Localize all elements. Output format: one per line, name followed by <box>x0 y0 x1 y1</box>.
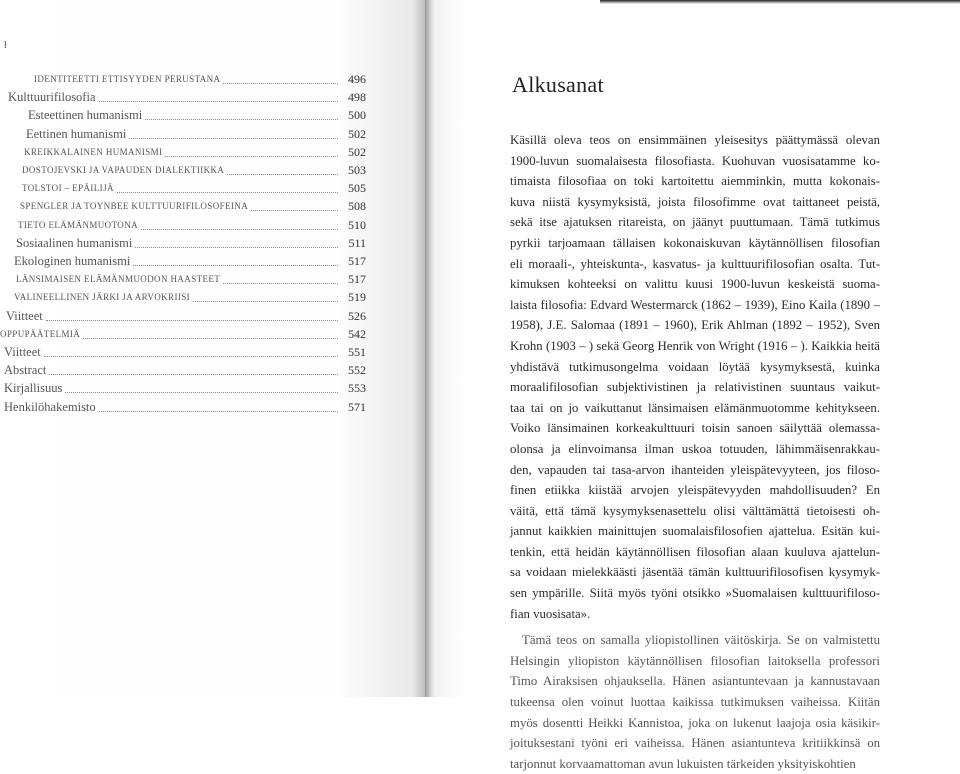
toc-entry <box>14 290 366 305</box>
text-line: laista filosofia: Edvard Westermarck (1862 – 1939), Eino Kaila (1890 – <box>510 297 880 312</box>
toc-entry-title: Kirjallisuus <box>4 381 63 396</box>
text-line: sa voidaan mielekkäästi jäsentää tämän kulttuurifilosofisen kysymyk- <box>510 565 880 580</box>
text-line: den, vapauden tai tasa-arvon ihanteiden yleispätevyyteen, jos filoso- <box>510 462 880 477</box>
toc-entry-title: SPENGLER JA TOYNBEE KULTTUURIFILOSOFEINA <box>20 201 249 212</box>
toc-entry <box>24 145 366 160</box>
toc-entry-page: 571 <box>348 399 366 414</box>
toc-entry-page: 500 <box>348 108 366 123</box>
toc-leader-dots <box>117 192 338 193</box>
toc-entry-page: 496 <box>348 72 366 86</box>
toc-entry <box>22 181 366 196</box>
text-line: taa tai on jo vaikuttanut länsimaisen elämänmuotomme kehitykseen. <box>510 400 880 415</box>
toc-entry-page: 551 <box>348 345 366 359</box>
toc-entry <box>28 108 366 123</box>
toc-entry-title: Kulttuurifilosofia <box>8 90 96 105</box>
paragraph <box>510 130 880 624</box>
text-line: jannut kaikkien mainittujen suomalaisfilosofien ajattelua. Esitän kui- <box>510 524 880 539</box>
toc-entry-title: Henkilöhakemisto <box>4 399 96 414</box>
toc-entry <box>14 254 366 269</box>
toc-entry-title: OPPUPÄÄTELMIÄ <box>0 328 81 339</box>
toc-entry <box>20 199 366 214</box>
toc-entry <box>4 381 366 396</box>
toc-entry-page: 552 <box>348 363 366 378</box>
toc-entry-title: Esteettinen humanismi <box>28 108 143 123</box>
paragraph <box>510 630 880 774</box>
toc-entry-title: Viitteet <box>6 308 43 323</box>
text-line: 1958), J.E. Salomaa (1891 – 1960), Erik Ahlman (1892 – 1952), Sven <box>510 318 880 333</box>
toc-entry-page: 502 <box>348 144 366 159</box>
toc-entry-page: 519 <box>348 290 366 305</box>
text-line: tarjonnut korvaamattoman avun lukuisten tärkeiden yksityiskohtien <box>510 756 856 771</box>
toc-entry-title: VALINEELLINEN JÄRKI JA ARVOKRIISI <box>14 292 191 303</box>
text-line: 1900-luvun suomalaisesta filosofiasta. Kuohuvan vuosisatamme ko- <box>510 153 880 168</box>
toc-entry-title: Eettinen humanismi <box>26 126 127 141</box>
text-line: pyrkii tarjoamaan tällaisen kokonaiskuvan käytännöllisen filosofian <box>510 235 880 250</box>
toc-entry-title: Abstract <box>4 363 47 378</box>
toc-leader-dots <box>135 247 338 248</box>
text-line: Tämä teos on samalla yliopistollinen väitöskirja. Se on valmistettu <box>522 633 880 648</box>
toc-entry-title: Viitteet <box>4 345 41 359</box>
toc-entry-title: IDENTITEETTI ETTISYYDEN PERUSTANA <box>34 74 221 84</box>
toc-entry <box>26 127 366 142</box>
toc-leader-dots <box>227 174 338 175</box>
toc-leader-dots <box>141 229 338 230</box>
text-line: olonsa ja elinvoimansa ilman uskoa totuuden, lähimmäisenrakkau- <box>510 441 880 456</box>
toc-entry-title: Sosiaalinen humanismi <box>16 235 133 250</box>
toc-leader-dots <box>44 356 338 357</box>
body-text <box>510 130 880 774</box>
toc-entry <box>0 327 366 342</box>
toc-leader-dots <box>65 392 338 393</box>
toc-entry-title: KREIKKALAINEN HUMANISMI <box>24 146 163 157</box>
toc-leader-dots <box>223 283 338 284</box>
toc-entry-title: TOLSTOI – EPÄILIJÄ <box>22 183 114 194</box>
toc-leader-dots <box>99 411 338 412</box>
text-line: finen etiikka kiistää arvojen yleispätevyyden mahdollisuuden? En <box>510 483 880 498</box>
text-line: kuva niistä kysymyksistä, joista filosofimme ovat taittaneet peistä, <box>510 194 880 209</box>
toc-entry-page: 510 <box>348 217 366 232</box>
toc-leader-dots <box>223 83 338 84</box>
toc-entry <box>22 163 366 178</box>
toc-leader-dots <box>165 156 338 157</box>
text-line: Helsingin yliopiston käytännöllisen filosofian laitoksella professori <box>510 653 880 668</box>
toc-entry-page: 505 <box>348 181 366 196</box>
margin-mark: ł <box>4 40 7 51</box>
text-line: tukeensa olen voinut luottaa kaikissa tutkimuksen vaiheissa. Kiitän <box>510 695 880 710</box>
text-line: Timo Airaksisen ohjauksella. Hänen asiantuntevaan ja kannustavaan <box>510 674 880 689</box>
toc-entry <box>4 345 366 360</box>
toc-leader-dots <box>46 320 338 321</box>
toc-leader-dots <box>251 210 338 211</box>
toc-entry <box>4 363 366 378</box>
text-line: väitä, että tämä kysymyksenasettelu olisi välttämättä tietoisesti oh- <box>510 503 880 518</box>
toc-leader-dots <box>129 138 338 139</box>
toc-entry-page: 503 <box>348 163 366 177</box>
book-gutter <box>425 0 435 697</box>
toc-entry-page: 542 <box>348 326 366 341</box>
text-line: yhdistävä tutkimusongelma voidaan löytää kysymyksestä, kuinka <box>510 359 880 374</box>
chapter-title: Alkusanat <box>512 72 604 97</box>
toc-entry-page: 553 <box>348 381 366 396</box>
toc-leader-dots <box>145 119 338 120</box>
toc-entry-page: 498 <box>348 90 366 105</box>
toc-entry <box>6 309 366 324</box>
text-line: eli moraali-, yhteiskunta-, kasvatus- ja kulttuurifilosofian osalta. Tut- <box>510 256 880 271</box>
toc-entry-page: 517 <box>348 272 366 287</box>
toc-entry-page: 508 <box>348 199 366 214</box>
text-line: fian vuosisata». <box>510 606 591 621</box>
toc-leader-dots <box>49 374 338 375</box>
text-line: tenkin, että heidän käytännöllisen filosofian alaan kuuluva ajattelun- <box>510 544 880 559</box>
text-line: sekä itse ajatuksen ritareista, on jäänyt puuttumaan. Tämä tutkimus <box>510 215 880 230</box>
text-line: myös dosentti Heikki Kannistoa, joka on lukenut laajoja osia käsikir- <box>510 715 880 730</box>
toc-entry-page: 502 <box>348 126 366 141</box>
toc-entry-page: 517 <box>348 254 366 268</box>
toc-entry <box>16 236 366 251</box>
toc-leader-dots <box>83 338 338 339</box>
text-line: kimuksen kohteeksi on valittu kuusi 1900-luvun keskeistä suoma- <box>510 277 880 292</box>
toc-entry-title: Ekologinen humanismi <box>14 254 131 268</box>
toc-entry <box>16 272 366 287</box>
toc-leader-dots <box>133 265 338 266</box>
toc-entry-title: LÄNSIMAISEN ELÄMÄNMUODON HAASTEET <box>16 274 221 285</box>
toc-entry-title: TIETO ELÄMÄNMUOTONA <box>18 219 139 230</box>
toc-entry <box>18 218 366 233</box>
text-line: Krohn (1903 – ) sekä Georg Henrik von Wright (1916 – ). Kaikkia heitä <box>510 338 880 353</box>
toc-entry-title: DOSTOJEVSKI JA VAPAUDEN DIALEKTIIKKA <box>22 165 225 175</box>
toc-leader-dots <box>193 301 338 302</box>
toc-entry <box>34 72 366 87</box>
toc-entry <box>8 90 366 105</box>
scan-edge-shadow <box>600 0 960 4</box>
toc-leader-dots <box>99 101 339 102</box>
text-line: Voiko länsimainen korkeakulttuuri toisin sanoen säilyttää olemassa- <box>510 421 880 436</box>
toc-entry <box>4 400 366 415</box>
text-line: moraalifilosofian subjektivistinen ja relativistinen suuntaus vaikut- <box>510 380 880 395</box>
text-line: Käsillä oleva teos on ensimmäinen yleisesitys päättymässä olevan <box>510 133 880 147</box>
text-line: joituksestani työni eri vaiheissa. Hänen asiantunteva kritiikkinsä on <box>510 736 880 751</box>
toc-entry-page: 511 <box>348 235 366 250</box>
text-line: sen ympärille. Siitä myös työni otsikko »Suomalaisen kulttuurifiloso- <box>510 586 880 601</box>
toc-entry-page: 526 <box>348 308 366 323</box>
text-line: timaista filosofiaa on toki kartoitettu aiemminkin, mutta kokonais- <box>510 174 880 189</box>
